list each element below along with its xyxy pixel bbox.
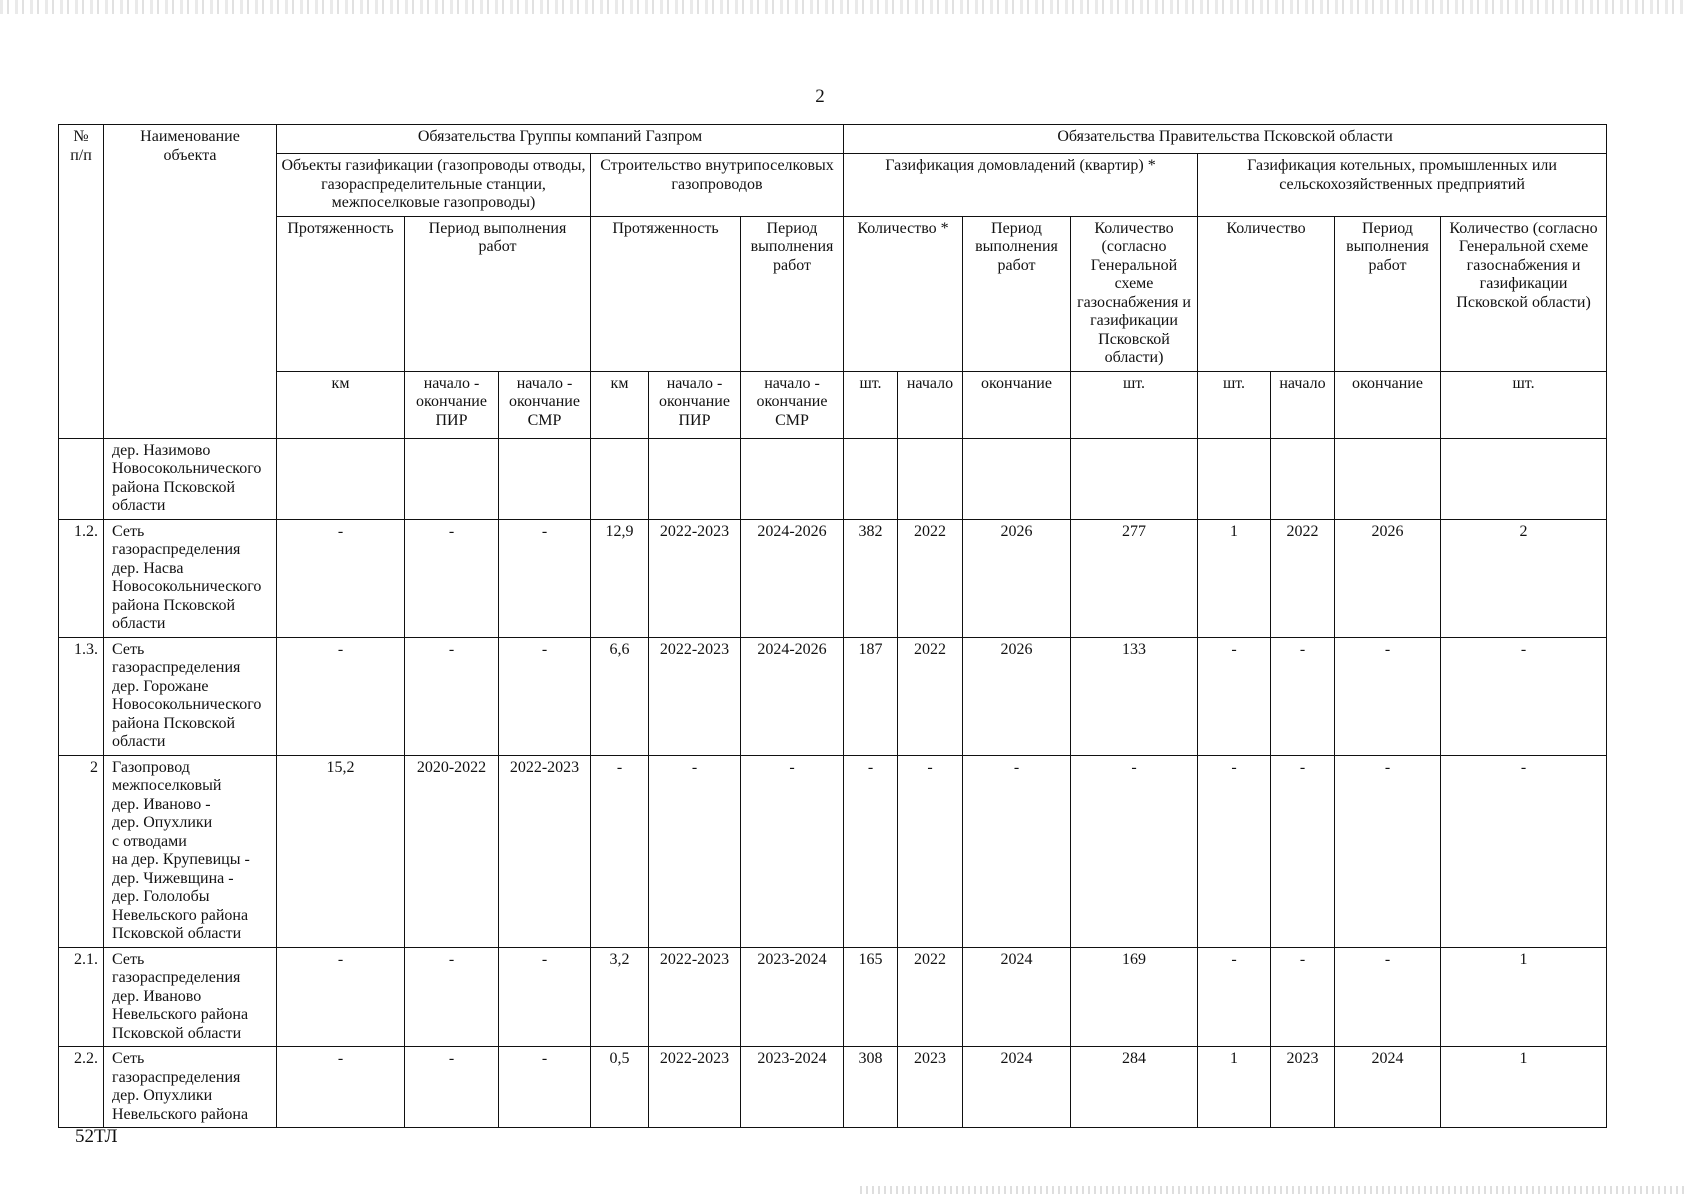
value-cell: 2 <box>1441 519 1607 637</box>
value-cell: 2023 <box>898 1047 963 1128</box>
unit-cell: шт. <box>1071 371 1198 438</box>
object-name: Сеть газораспределения дер. Насва Новосокольнического района Псковской области <box>104 519 277 637</box>
header-quantity-households: Количество * <box>844 216 963 371</box>
unit-cell: окончание <box>1335 371 1441 438</box>
value-cell: - <box>1271 637 1335 755</box>
value-cell: - <box>591 755 649 947</box>
value-cell: 1 <box>1198 519 1271 637</box>
page-number: 2 <box>815 86 825 107</box>
header-households: Газификация домовладений (квартир) * <box>844 154 1198 217</box>
value-cell: - <box>1198 637 1271 755</box>
value-cell: 2024 <box>963 947 1071 1047</box>
unit-cell: начало - окончание СМР <box>741 371 844 438</box>
value-cell: - <box>499 1047 591 1128</box>
unit-cell: начало <box>898 371 963 438</box>
value-cell: 0,5 <box>591 1047 649 1128</box>
value-cell: 2022 <box>898 519 963 637</box>
value-cell: - <box>1335 637 1441 755</box>
header-length-intra: Протяженность <box>591 216 741 371</box>
value-cell: 187 <box>844 637 898 755</box>
value-cell <box>591 438 649 519</box>
header-col-name: Наименование объекта <box>104 125 277 439</box>
object-name: дер. Назимово Новосокольнического района Псковской области <box>104 438 277 519</box>
header-quantity-scheme: Количество (согласно Генеральной схеме газоснабжения и газификации Псковской области) <box>1071 216 1198 371</box>
value-cell <box>1441 438 1607 519</box>
row-number <box>59 438 104 519</box>
unit-cell: шт. <box>844 371 898 438</box>
unit-cell: начало - окончание СМР <box>499 371 591 438</box>
header-work-period-intra: Период выполнения работ <box>741 216 844 371</box>
unit-cell: шт. <box>1441 371 1607 438</box>
value-cell: - <box>1071 755 1198 947</box>
value-cell: 2022-2023 <box>649 637 741 755</box>
table-row <box>59 637 1607 755</box>
value-cell: 2023-2024 <box>741 1047 844 1128</box>
value-cell: 2023-2024 <box>741 947 844 1047</box>
value-cell: 2022 <box>898 947 963 1047</box>
value-cell: - <box>963 755 1071 947</box>
value-cell: - <box>649 755 741 947</box>
table-row <box>59 1047 1607 1128</box>
unit-cell: начало <box>1271 371 1335 438</box>
value-cell: - <box>499 519 591 637</box>
value-cell <box>741 438 844 519</box>
value-cell: - <box>1198 947 1271 1047</box>
object-name: Сеть газораспределения дер. Опухлики Невельского района <box>104 1047 277 1128</box>
value-cell: 1 <box>1441 947 1607 1047</box>
unit-cell: начало - окончание ПИР <box>649 371 741 438</box>
value-cell: 133 <box>1071 637 1198 755</box>
scan-artifact-bottom <box>860 1186 1686 1194</box>
value-cell: - <box>277 637 405 755</box>
unit-cell: начало - окончание ПИР <box>405 371 499 438</box>
value-cell: - <box>277 1047 405 1128</box>
object-name: Сеть газораспределения дер. Горожане Новосокольнического района Псковской области <box>104 637 277 755</box>
value-cell: - <box>898 755 963 947</box>
table-row <box>59 947 1607 1047</box>
value-cell: 2022 <box>898 637 963 755</box>
value-cell: 2020-2022 <box>405 755 499 947</box>
value-cell: 2024-2026 <box>741 637 844 755</box>
value-cell: - <box>277 519 405 637</box>
value-cell: - <box>499 637 591 755</box>
header-gas-objects: Объекты газификации (газопроводы отводы, газораспределительные станции, межпоселковые газопроводы) <box>277 154 591 217</box>
row-number: 1.3. <box>59 637 104 755</box>
value-cell <box>1335 438 1441 519</box>
value-cell: 6,6 <box>591 637 649 755</box>
value-cell: 277 <box>1071 519 1198 637</box>
value-cell: - <box>844 755 898 947</box>
value-cell: - <box>405 637 499 755</box>
value-cell: 15,2 <box>277 755 405 947</box>
value-cell <box>963 438 1071 519</box>
value-cell: 2022-2023 <box>649 947 741 1047</box>
value-cell: 2024-2026 <box>741 519 844 637</box>
value-cell: - <box>499 947 591 1047</box>
table-row <box>59 755 1607 947</box>
gasification-table <box>58 124 1607 1128</box>
unit-cell: окончание <box>963 371 1071 438</box>
value-cell: - <box>277 947 405 1047</box>
value-cell: - <box>1198 755 1271 947</box>
value-cell: 2026 <box>1335 519 1441 637</box>
value-cell <box>405 438 499 519</box>
value-cell <box>1071 438 1198 519</box>
value-cell: - <box>1441 755 1607 947</box>
value-cell: 2022-2023 <box>499 755 591 947</box>
header-quantity-scheme-boilers: Количество (согласно Генеральной схеме газоснабжения и газификации Псковской области) <box>1441 216 1607 371</box>
value-cell: 2024 <box>963 1047 1071 1128</box>
row-number: 1.2. <box>59 519 104 637</box>
value-cell: 2023 <box>1271 1047 1335 1128</box>
value-cell: - <box>1441 637 1607 755</box>
value-cell: 2026 <box>963 519 1071 637</box>
header-length: Протяженность <box>277 216 405 371</box>
header-boilers: Газификация котельных, промышленных или сельскохозяйственных предприятий <box>1198 154 1607 217</box>
header-quantity-boilers: Количество <box>1198 216 1335 371</box>
value-cell: 169 <box>1071 947 1198 1047</box>
value-cell <box>649 438 741 519</box>
value-cell: 1 <box>1441 1047 1607 1128</box>
unit-cell: шт. <box>1198 371 1271 438</box>
unit-cell: км <box>277 371 405 438</box>
value-cell <box>1271 438 1335 519</box>
value-cell: 3,2 <box>591 947 649 1047</box>
value-cell: 2022 <box>1271 519 1335 637</box>
object-name: Сеть газораспределения дер. Иваново Невельского района Псковской области <box>104 947 277 1047</box>
unit-cell: км <box>591 371 649 438</box>
value-cell: 2024 <box>1335 1047 1441 1128</box>
value-cell: - <box>1271 947 1335 1047</box>
header-col-num: № п/п <box>59 125 104 439</box>
value-cell: 2026 <box>963 637 1071 755</box>
row-number: 2.2. <box>59 1047 104 1128</box>
value-cell: - <box>1271 755 1335 947</box>
value-cell: - <box>1335 947 1441 1047</box>
value-cell <box>277 438 405 519</box>
value-cell: - <box>741 755 844 947</box>
value-cell <box>898 438 963 519</box>
value-cell: 2022-2023 <box>649 1047 741 1128</box>
header-work-period: Период выполнения работ <box>405 216 591 371</box>
value-cell: 2022-2023 <box>649 519 741 637</box>
value-cell: - <box>405 519 499 637</box>
row-number: 2 <box>59 755 104 947</box>
footer-code: 52ТЛ <box>75 1126 118 1147</box>
header-group-gazprom: Обязательства Группы компаний Газпром <box>277 125 844 154</box>
table-body <box>59 438 1607 1128</box>
scan-artifact-top <box>0 0 1686 14</box>
value-cell <box>844 438 898 519</box>
header-work-period-boilers: Период выполнения работ <box>1335 216 1441 371</box>
header-intra-pipelines: Строительство внутрипоселковых газопроводов <box>591 154 844 217</box>
table-row <box>59 519 1607 637</box>
row-number: 2.1. <box>59 947 104 1047</box>
value-cell: 308 <box>844 1047 898 1128</box>
value-cell <box>499 438 591 519</box>
value-cell: - <box>405 1047 499 1128</box>
value-cell: 1 <box>1198 1047 1271 1128</box>
value-cell: - <box>405 947 499 1047</box>
header-group-government: Обязательства Правительства Псковской области <box>844 125 1607 154</box>
value-cell: - <box>1335 755 1441 947</box>
value-cell: 12,9 <box>591 519 649 637</box>
header-work-period-households: Период выполнения работ <box>963 216 1071 371</box>
table-row <box>59 438 1607 519</box>
value-cell <box>1198 438 1271 519</box>
value-cell: 284 <box>1071 1047 1198 1128</box>
value-cell: 382 <box>844 519 898 637</box>
value-cell: 165 <box>844 947 898 1047</box>
object-name: Газопровод межпоселковый дер. Иваново - дер. Опухлики с отводами на дер. Крупевицы - дер. Чижевщина - дер. Гололобы Невельского района Псковской области <box>104 755 277 947</box>
